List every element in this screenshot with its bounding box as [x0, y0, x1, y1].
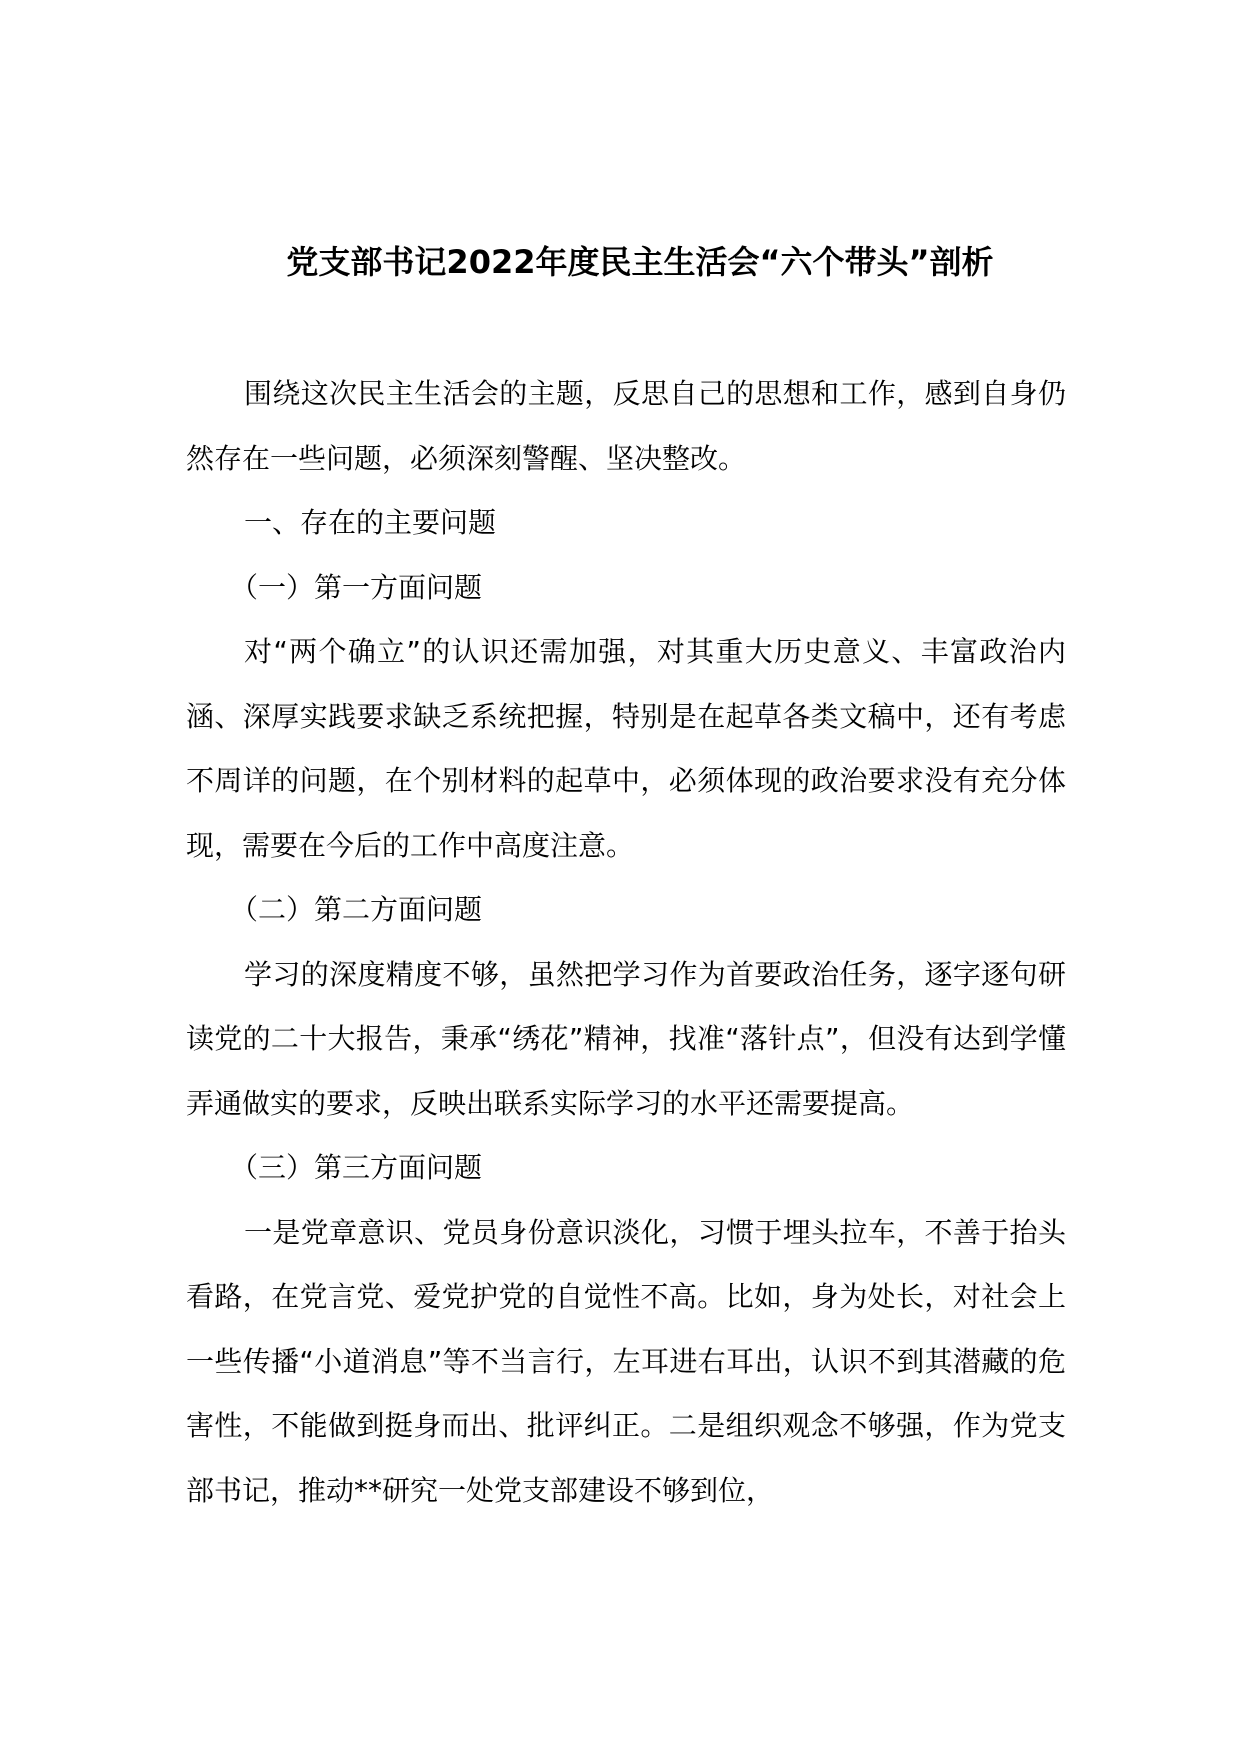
- subheading-aspect-1: （一）第一方面问题: [230, 570, 483, 604]
- document-body: [186, 362, 1066, 1523]
- paragraph-aspect-1: 对“两个确立”的认识还需加强，对其重大历史意义、丰富政治内涵、深厚实践要求缺乏系统把握，特别是在起草各类文稿中，还有考虑不周详的问题，在个别材料的起草中，必须体现的政治要求没有充分体现，需要在今后的工作中高度注意。: [186, 635, 1066, 862]
- intro-paragraph: 围绕这次民主生活会的主题，反思自己的思想和工作，感到自身仍然存在一些问题，必须深刻警醒、坚决整改。: [186, 377, 1066, 475]
- subheading-aspect-3: （三）第三方面问题: [230, 1151, 483, 1184]
- document-title: 党支部书记2022年度民主生活会“六个带头”剖析: [286, 243, 994, 281]
- subheading-aspect-2: （二）第二方面问题: [230, 893, 483, 926]
- paragraph-aspect-2: 学习的深度精度不够，虽然把学习作为首要政治任务，逐字逐句研读党的二十大报告，秉承“绣花”精神，找准“落针点”，但没有达到学懂弄通做实的要求，反映出联系实际学习的水平还需要提高。: [186, 957, 1066, 1120]
- paragraph-aspect-3: 一是党章意识、党员身份意识淡化，习惯于埋头拉车，不善于抬头看路，在党言党、爱党护党的自觉性不高。比如，身为处长，对社会上一些传播“小道消息”等不当言行，左耳进右耳出，认识不到其潜藏的危害性，不能做到挺身而出、批评纠正。二是组织观念不够强，作为党支部书记，推动**研究一处党支部建设不够到位，: [186, 1215, 1066, 1507]
- section-heading-main-problems: 一、存在的主要问题: [244, 506, 497, 539]
